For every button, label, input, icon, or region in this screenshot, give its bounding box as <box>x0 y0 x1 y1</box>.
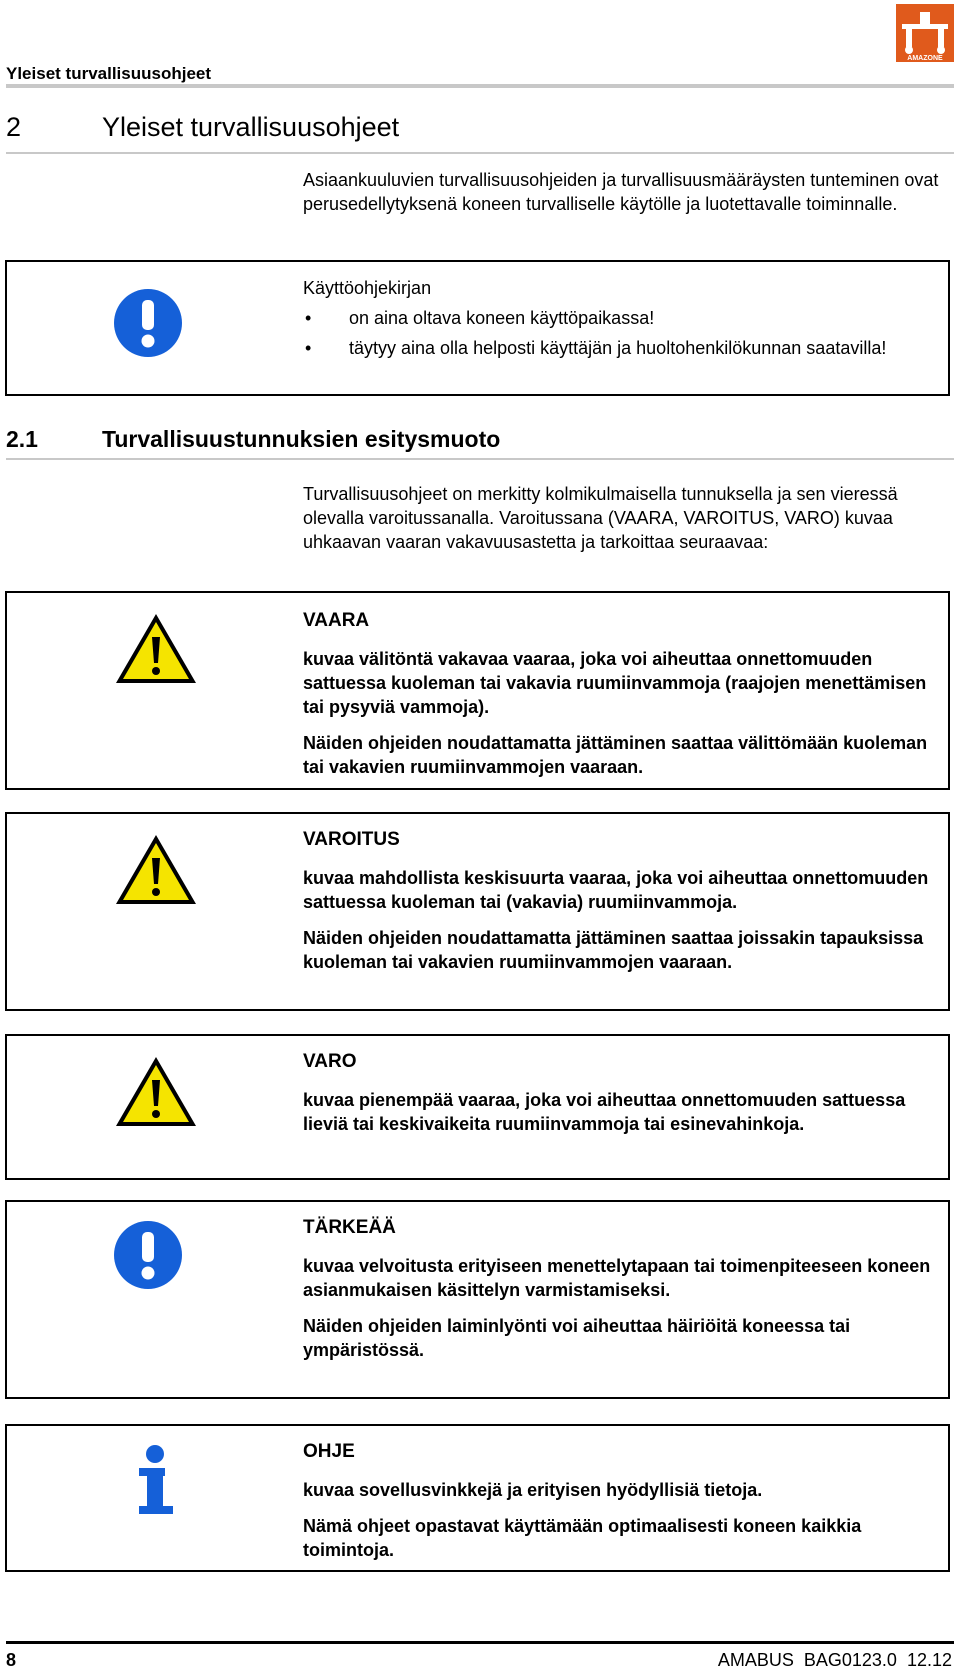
warning-triangle-icon <box>113 832 199 913</box>
signal-description: kuvaa mahdollista keskisuurta vaaraa, joka voi aiheuttaa onnettomuuden sattuessa kuoleman tai (vakavia) ruumiinvammoja. <box>303 868 929 912</box>
signal-keyword: OHJE <box>303 1441 355 1462</box>
subsection-intro: Turvallisuusohjeet on merkitty kolmikulmaisella tunnuksella ja sen vieressä olevalla varoitussanalla. Varoitussana (VAARA, VAROITUS, VARO) kuvaa uhkaavan vaaran vakavuusastetta ja tarkoittaa seuraavaa: <box>303 484 898 552</box>
document-id: AMABUS BAG0123.0 12.12 <box>717 1650 952 1670</box>
signal-consequence: Näiden ohjeiden noudattamatta jättäminen saattaa välittömään kuoleman tai vakavien ruumiinvammojen vaaraan. <box>303 733 928 777</box>
list-item: • täytyy aina olla helposti käyttäjän ja huoltohenkilökunnan saatavilla! <box>303 336 944 360</box>
section-heading <box>6 112 399 143</box>
signal-box-warning <box>5 812 950 1011</box>
signal-box-note <box>5 1424 950 1572</box>
subsection-heading <box>6 426 500 453</box>
signal-box-important <box>5 1200 950 1399</box>
signal-description: kuvaa välitöntä vakavaa vaaraa, joka voi aiheuttaa onnettomuuden sattuessa kuoleman tai vakavia ruumiinvammoja (raajojen menettämisen tai pysyviä vammoja). <box>303 649 927 717</box>
signal-keyword: VAROITUS <box>303 829 400 850</box>
list-item: • on aina oltava koneen käyttöpaikassa! <box>303 306 944 330</box>
section-title: Yleiset turvallisuusohjeet <box>102 112 400 142</box>
section-rule <box>6 152 954 154</box>
signal-description: kuvaa sovellusvinkkejä ja erityisen hyödyllisiä tietoja. <box>303 1480 763 1500</box>
footer-rule <box>6 1641 954 1644</box>
amazone-logo <box>896 4 954 62</box>
subsection-number: 2.1 <box>6 426 38 452</box>
signal-consequence: Näiden ohjeiden laiminlyönti voi aiheuttaa häiriöitä koneessa tai ympäristössä. <box>303 1316 851 1360</box>
signal-box-caution <box>5 1034 950 1180</box>
signal-description: kuvaa velvoitusta erityiseen menettelytapaan tai toimenpiteeseen koneen asianmukaisen käsittelyn varmistamiseksi. <box>303 1256 931 1300</box>
section-number: 2 <box>6 112 22 142</box>
info-icon <box>135 1444 175 1521</box>
subsection-rule <box>6 458 954 460</box>
warning-triangle-icon <box>113 611 199 692</box>
signal-description: kuvaa pienempää vaaraa, joka voi aiheuttaa onnettomuuden sattuessa lieviä tai keskivaikeita ruumiinvammoja tai esinevahinkoja. <box>303 1090 906 1134</box>
signal-consequence: Näiden ohjeiden noudattamatta jättäminen saattaa joissakin tapauksissa kuoleman tai vakavien ruumiinvammojen vaaraan. <box>303 928 924 972</box>
manual-note-list <box>303 306 944 360</box>
exclamation-circle-icon <box>113 288 183 363</box>
exclamation-circle-icon <box>113 1220 183 1295</box>
running-header-title: Yleiset turvallisuusohjeet <box>6 64 212 83</box>
manual-note-lead: Käyttöohjekirjan <box>303 278 432 298</box>
signal-keyword: VARO <box>303 1051 357 1072</box>
logo-text: AMAZONE <box>907 55 943 62</box>
page-number: 8 <box>6 1650 17 1670</box>
signal-consequence: Nämä ohjeet opastavat käyttämään optimaalisesti koneen kaikkia toimintoja. <box>303 1516 862 1560</box>
subsection-title: Turvallisuustunnuksien esitysmuoto <box>102 426 501 452</box>
signal-keyword: TÄRKEÄÄ <box>303 1217 396 1238</box>
manual-note-box <box>5 260 950 396</box>
header-rule <box>6 84 954 88</box>
warning-triangle-icon <box>113 1054 199 1135</box>
intro-paragraph: Asiaankuuluvien turvallisuusohjeiden ja turvallisuusmääräysten tunteminen ovat perusedellytyksenä koneen turvalliselle käytölle ja luotettavalle toiminnalle. <box>303 170 939 214</box>
signal-keyword: VAARA <box>303 610 370 631</box>
signal-box-danger <box>5 591 950 790</box>
